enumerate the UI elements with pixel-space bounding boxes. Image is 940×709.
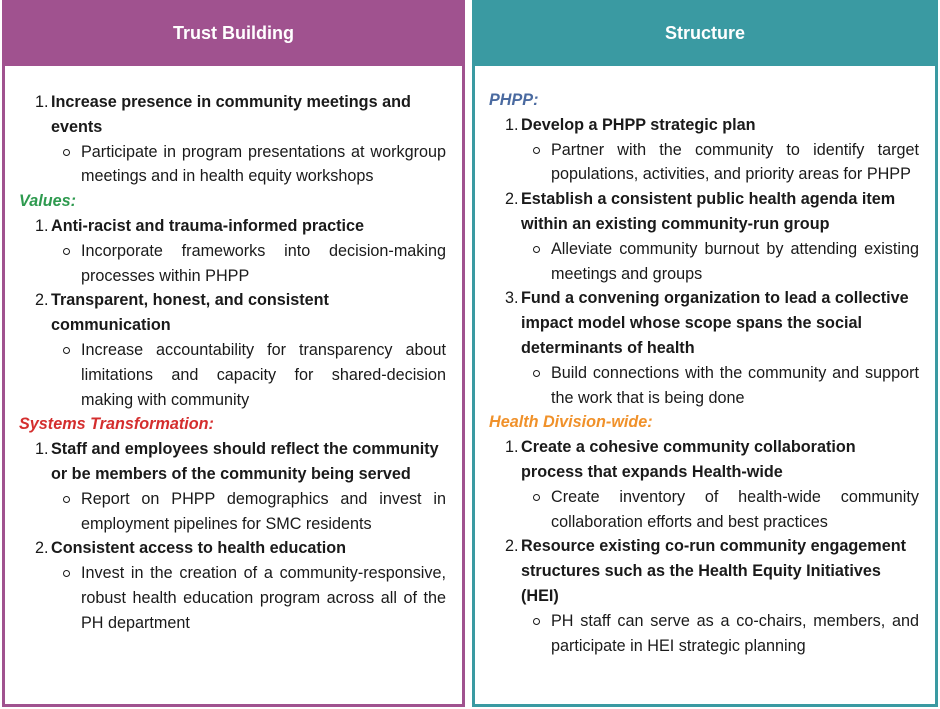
sub-item <box>489 138 919 188</box>
category-health-division-wide: Health Division-wide: <box>489 413 653 432</box>
sub-item-text: Incorporate frameworks into decision-making processes within PHPP <box>81 241 446 285</box>
sub-item-text: PH staff can serve as a co-chairs, members, and participate in HEI strategic planning <box>551 611 919 655</box>
bullet-icon <box>63 149 70 156</box>
list-item <box>489 435 919 485</box>
item-title: Develop a PHPP strategic plan <box>521 115 756 134</box>
item-title: Create a cohesive community collaboration process that expands Health-wide <box>521 438 856 481</box>
sub-item <box>489 609 919 659</box>
bullet-icon <box>63 570 70 577</box>
sub-item-text: Increase accountability for transparency about limitations and capacity for shared-decision making with community <box>81 340 446 409</box>
bullet-icon <box>63 248 70 255</box>
trust-building-header: Trust Building <box>2 0 465 66</box>
sub-item <box>19 338 446 412</box>
list-item <box>19 214 446 239</box>
sub-item-text: Build connections with the community and support the work that is being done <box>551 363 919 407</box>
category-values: Values: <box>19 192 76 211</box>
item-number: 2. <box>35 539 49 558</box>
item-number: 3. <box>505 289 519 308</box>
list-item <box>19 288 446 338</box>
item-number: 1. <box>35 440 49 459</box>
item-title: Staff and employees should reflect the community or be members of the community being served <box>51 440 439 483</box>
category-systems-transformation: Systems Transformation: <box>19 415 214 434</box>
category-phpp: PHPP: <box>489 91 539 109</box>
bullet-icon <box>63 347 70 354</box>
bullet-icon <box>533 246 540 253</box>
list-item <box>19 90 446 140</box>
sub-item <box>19 140 446 190</box>
sub-item-text: Partner with the community to identify target populations, activities, and priority areas for PHPP <box>551 140 919 184</box>
sub-item-text: Invest in the creation of a community-responsive, robust health education program across all of the PH department <box>81 564 446 632</box>
list-item <box>489 187 919 237</box>
item-number: 2. <box>505 537 519 556</box>
sub-item <box>489 237 919 287</box>
sub-item <box>19 487 446 537</box>
bullet-icon <box>533 147 540 154</box>
sub-item-text: Report on PHPP demographics and invest in employment pipelines for SMC residents <box>81 489 446 533</box>
sub-item <box>19 561 446 635</box>
bullet-icon <box>533 618 540 625</box>
sub-item-text: Alleviate community burnout by attending existing meetings and groups <box>551 239 919 283</box>
sub-item <box>489 361 919 411</box>
item-title: Transparent, honest, and consistent communication <box>51 291 329 335</box>
item-title: Resource existing co-run community engagement structures such as the Health Equity Initiatives (HEI) <box>521 537 906 605</box>
bullet-icon <box>63 496 70 503</box>
structure-header: Structure <box>472 0 938 66</box>
list-item <box>19 536 446 561</box>
item-number: 1. <box>35 216 49 235</box>
list-item <box>489 534 919 608</box>
trust-building-body <box>5 66 462 636</box>
item-title: Establish a consistent public health agenda item within an existing community-run group <box>521 190 896 233</box>
sub-item <box>489 485 919 535</box>
item-title: Fund a convening organization to lead a collective impact model whose scope spans the social determinants of health <box>521 289 909 357</box>
list-item <box>489 286 919 360</box>
structure-column <box>472 0 938 707</box>
item-number: 1. <box>35 93 49 111</box>
sub-item-text: Participate in program presentations at workgroup meetings and in health equity workshops <box>81 142 446 186</box>
item-title: Increase presence in community meetings and events <box>51 93 411 136</box>
list-item <box>489 113 919 138</box>
item-title: Anti-racist and trauma-informed practice <box>51 216 365 235</box>
item-number: 1. <box>505 115 519 134</box>
item-number: 2. <box>505 190 519 209</box>
bullet-icon <box>533 370 540 377</box>
list-item <box>19 437 446 487</box>
item-title: Consistent access to health education <box>51 539 347 558</box>
trust-building-column <box>2 0 465 707</box>
structure-body <box>475 66 935 658</box>
item-number: 1. <box>505 438 519 457</box>
sub-item-text: Create inventory of health-wide community collaboration efforts and best practices <box>551 487 919 531</box>
sub-item <box>19 239 446 289</box>
item-number: 2. <box>35 291 49 310</box>
bullet-icon <box>533 494 540 501</box>
